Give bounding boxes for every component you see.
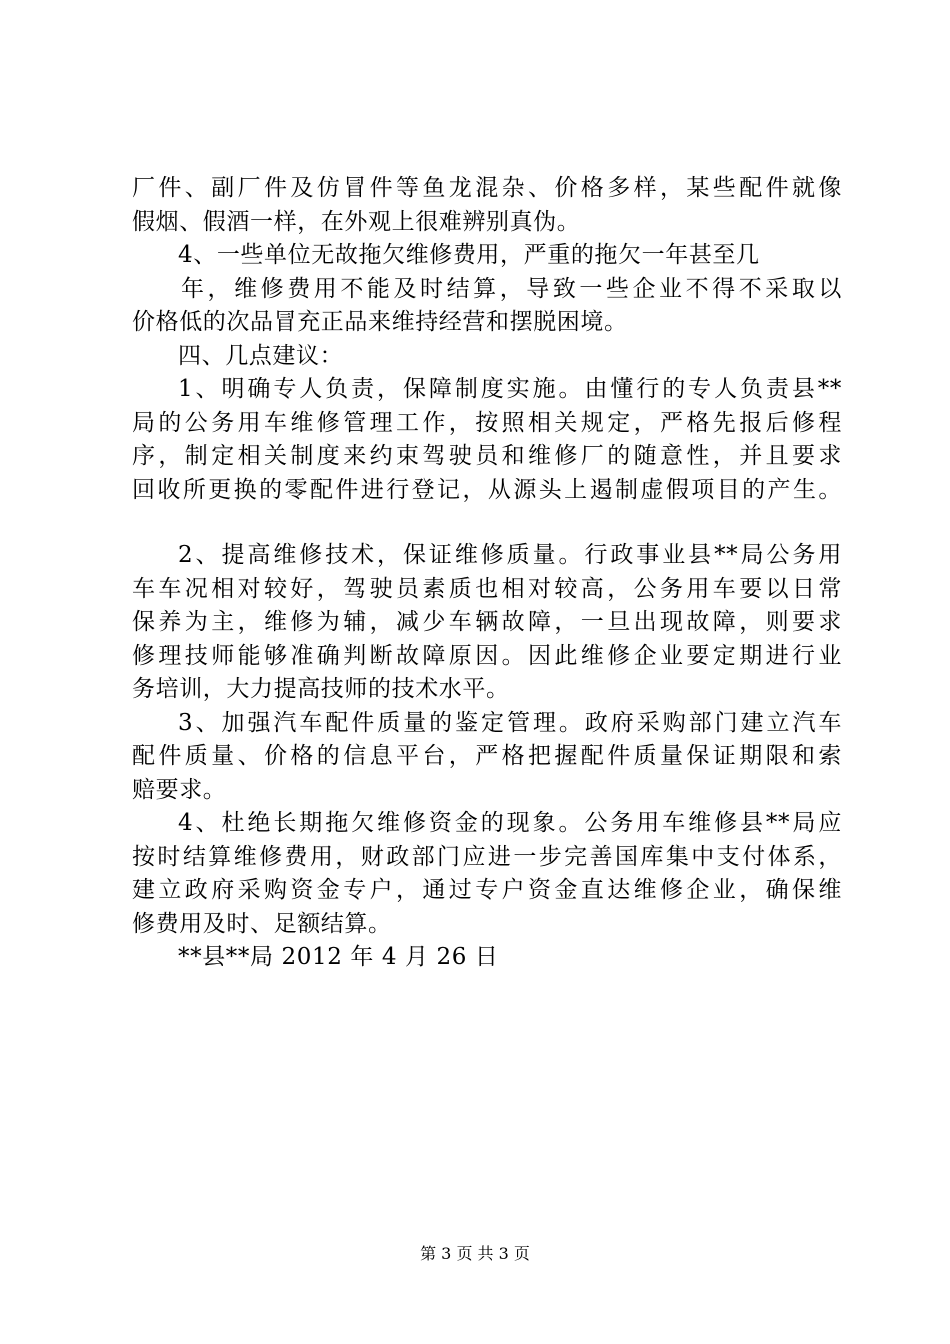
paragraph-gap [132, 507, 842, 539]
text-line: 厂件、副厂件及仿冒件等鱼龙混杂、价格多样，某些配件就像 [132, 175, 842, 201]
text-line: 建立政府采购资金专户，通过专户资金直达维修企业，确保维 [132, 877, 842, 903]
text-line: 3、加强汽车配件质量的鉴定管理。政府采购部门建立汽车 [178, 709, 842, 736]
text-line: 1、明确专人负责，保障制度实施。由懂行的专人负责县** [178, 376, 842, 402]
text-line: 4、一些单位无故拖欠维修费用，严重的拖欠一年甚至几 [178, 242, 760, 268]
signature-date-line: **县**局 2012 年 4 月 26 日 [178, 944, 499, 970]
text-line: 年，维修费用不能及时结算，导致一些企业不得不采取以 [181, 275, 842, 302]
text-line: 按时结算维修费用，财政部门应进一步完善国库集中支付体系， [132, 843, 842, 870]
text-line: 回收所更换的零配件进行登记，从源头上遏制虚假项目的产生。 [132, 476, 842, 503]
text-line: 局的公务用车维修管理工作，按照相关规定，严格先报后修程 [132, 409, 842, 436]
page-footer: 第 3 页 共 3 页 [420, 1244, 530, 1263]
text-line: 序，制定相关制度来约束驾驶员和维修厂的随意性，并且要求 [132, 443, 842, 469]
text-line: 车车况相对较好，驾驶员素质也相对较高，公务用车要以日常 [132, 575, 842, 602]
text-line: 配件质量、价格的信息平台，严格把握配件质量保证期限和索 [132, 743, 842, 769]
text-line: 价格低的次品冒充正品来维持经营和摆脱困境。 [132, 309, 628, 335]
text-line: 假烟、假酒一样，在外观上很难辨别真伪。 [132, 208, 581, 235]
text-line: 2、提高维修技术，保证维修质量。行政事业县**局公务用 [178, 542, 842, 568]
section-heading: 四、几点建议： [178, 342, 344, 369]
text-line: 修理技师能够准确判断故障原因。因此维修企业要定期进行业 [132, 642, 842, 669]
document-body [132, 172, 842, 975]
text-line: 赔要求。 [132, 776, 227, 803]
text-line: 4、杜绝长期拖欠维修资金的现象。公务用车维修县**局应 [178, 810, 842, 836]
text-line: 修费用及时、足额结算。 [132, 910, 392, 937]
text-line: 务培训，大力提高技师的技术水平。 [132, 676, 510, 702]
text-line: 保养为主，维修为辅，减少车辆故障，一旦出现故障，则要求 [132, 609, 842, 635]
